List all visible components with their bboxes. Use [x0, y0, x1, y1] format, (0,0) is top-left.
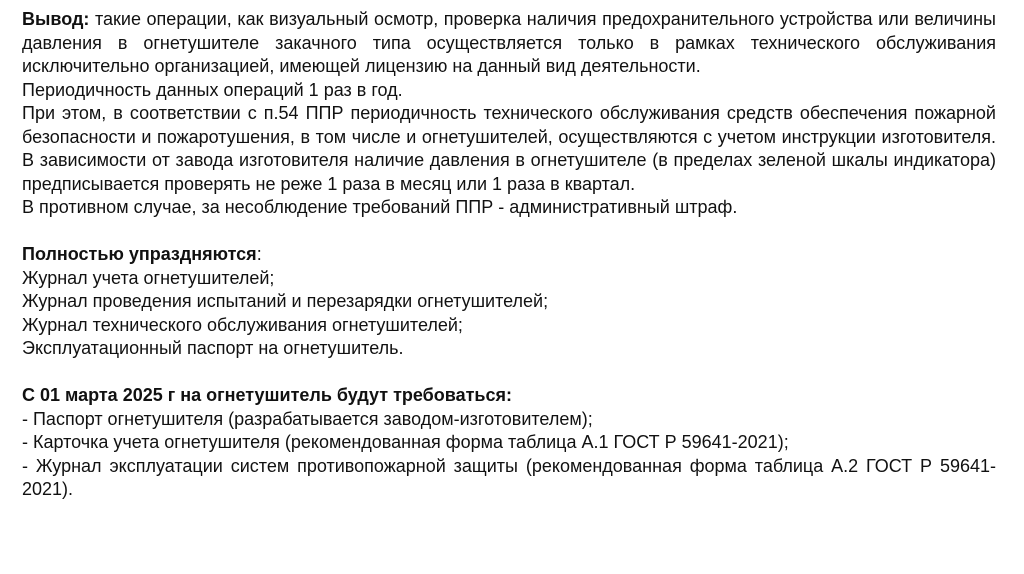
conclusion-paragraph — [22, 8, 996, 79]
spacer — [22, 361, 996, 385]
required-item: - Карточка учета огнетушителя (рекомендованная форма таблица А.1 ГОСТ Р 59641-2021); — [22, 432, 789, 452]
abolished-heading-colon: : — [256, 244, 262, 264]
required-item: - Паспорт огнетушителя (разрабатывается заводом-изготовителем); — [22, 408, 593, 429]
required-heading — [22, 384, 996, 408]
abolished-item: Журнал проведения испытаний и перезарядки огнетушителей; — [22, 291, 549, 311]
abolished-heading-text: Полностью упраздняются — [22, 244, 257, 264]
document-body — [22, 8, 996, 502]
conclusion-label: Вывод: — [22, 9, 90, 29]
spacer — [22, 220, 996, 244]
conclusion-period: Периодичность данных операций 1 раз в год. — [22, 79, 403, 100]
abolished-item: Журнал учета огнетушителей; — [22, 267, 275, 288]
rules-penalty: В противном случае, за несоблюдение требований ППР - административный штраф. — [22, 197, 738, 217]
abolished-heading — [22, 243, 996, 267]
conclusion-text: такие операции, как визуальный осмотр, проверка наличия предохранительного устройства или величины давления в огнетушителе закачного типа осуществляется только в рамках технического обслуживания исключительно организацией, имеющей лицензию на данный вид деятельности. — [22, 9, 996, 76]
abolished-item: Эксплуатационный паспорт на огнетушитель. — [22, 338, 404, 358]
required-item: - Журнал эксплуатации систем противопожарной защиты (рекомендованная форма таблица А.2 ГОСТ Р 59641-2021). — [22, 455, 996, 499]
required-heading-text: С 01 марта 2025 г на огнетушитель будут требоваться: — [22, 385, 512, 405]
rules-paragraph: При этом, в соответствии с п.54 ППР периодичность технического обслуживания средств обеспечения пожарной безопасности и пожаротушения, в том числе и огнетушителей, осуществляются с учетом инструкции изготовителя. В зависимости от завода изготовителя наличие давления в огнетушителе (в пределах зеленой шкалы индикатора) предписывается проверять не реже 1 раза в месяц или 1 раза в квартал. — [22, 103, 996, 194]
abolished-item: Журнал технического обслуживания огнетушителей; — [22, 314, 463, 335]
